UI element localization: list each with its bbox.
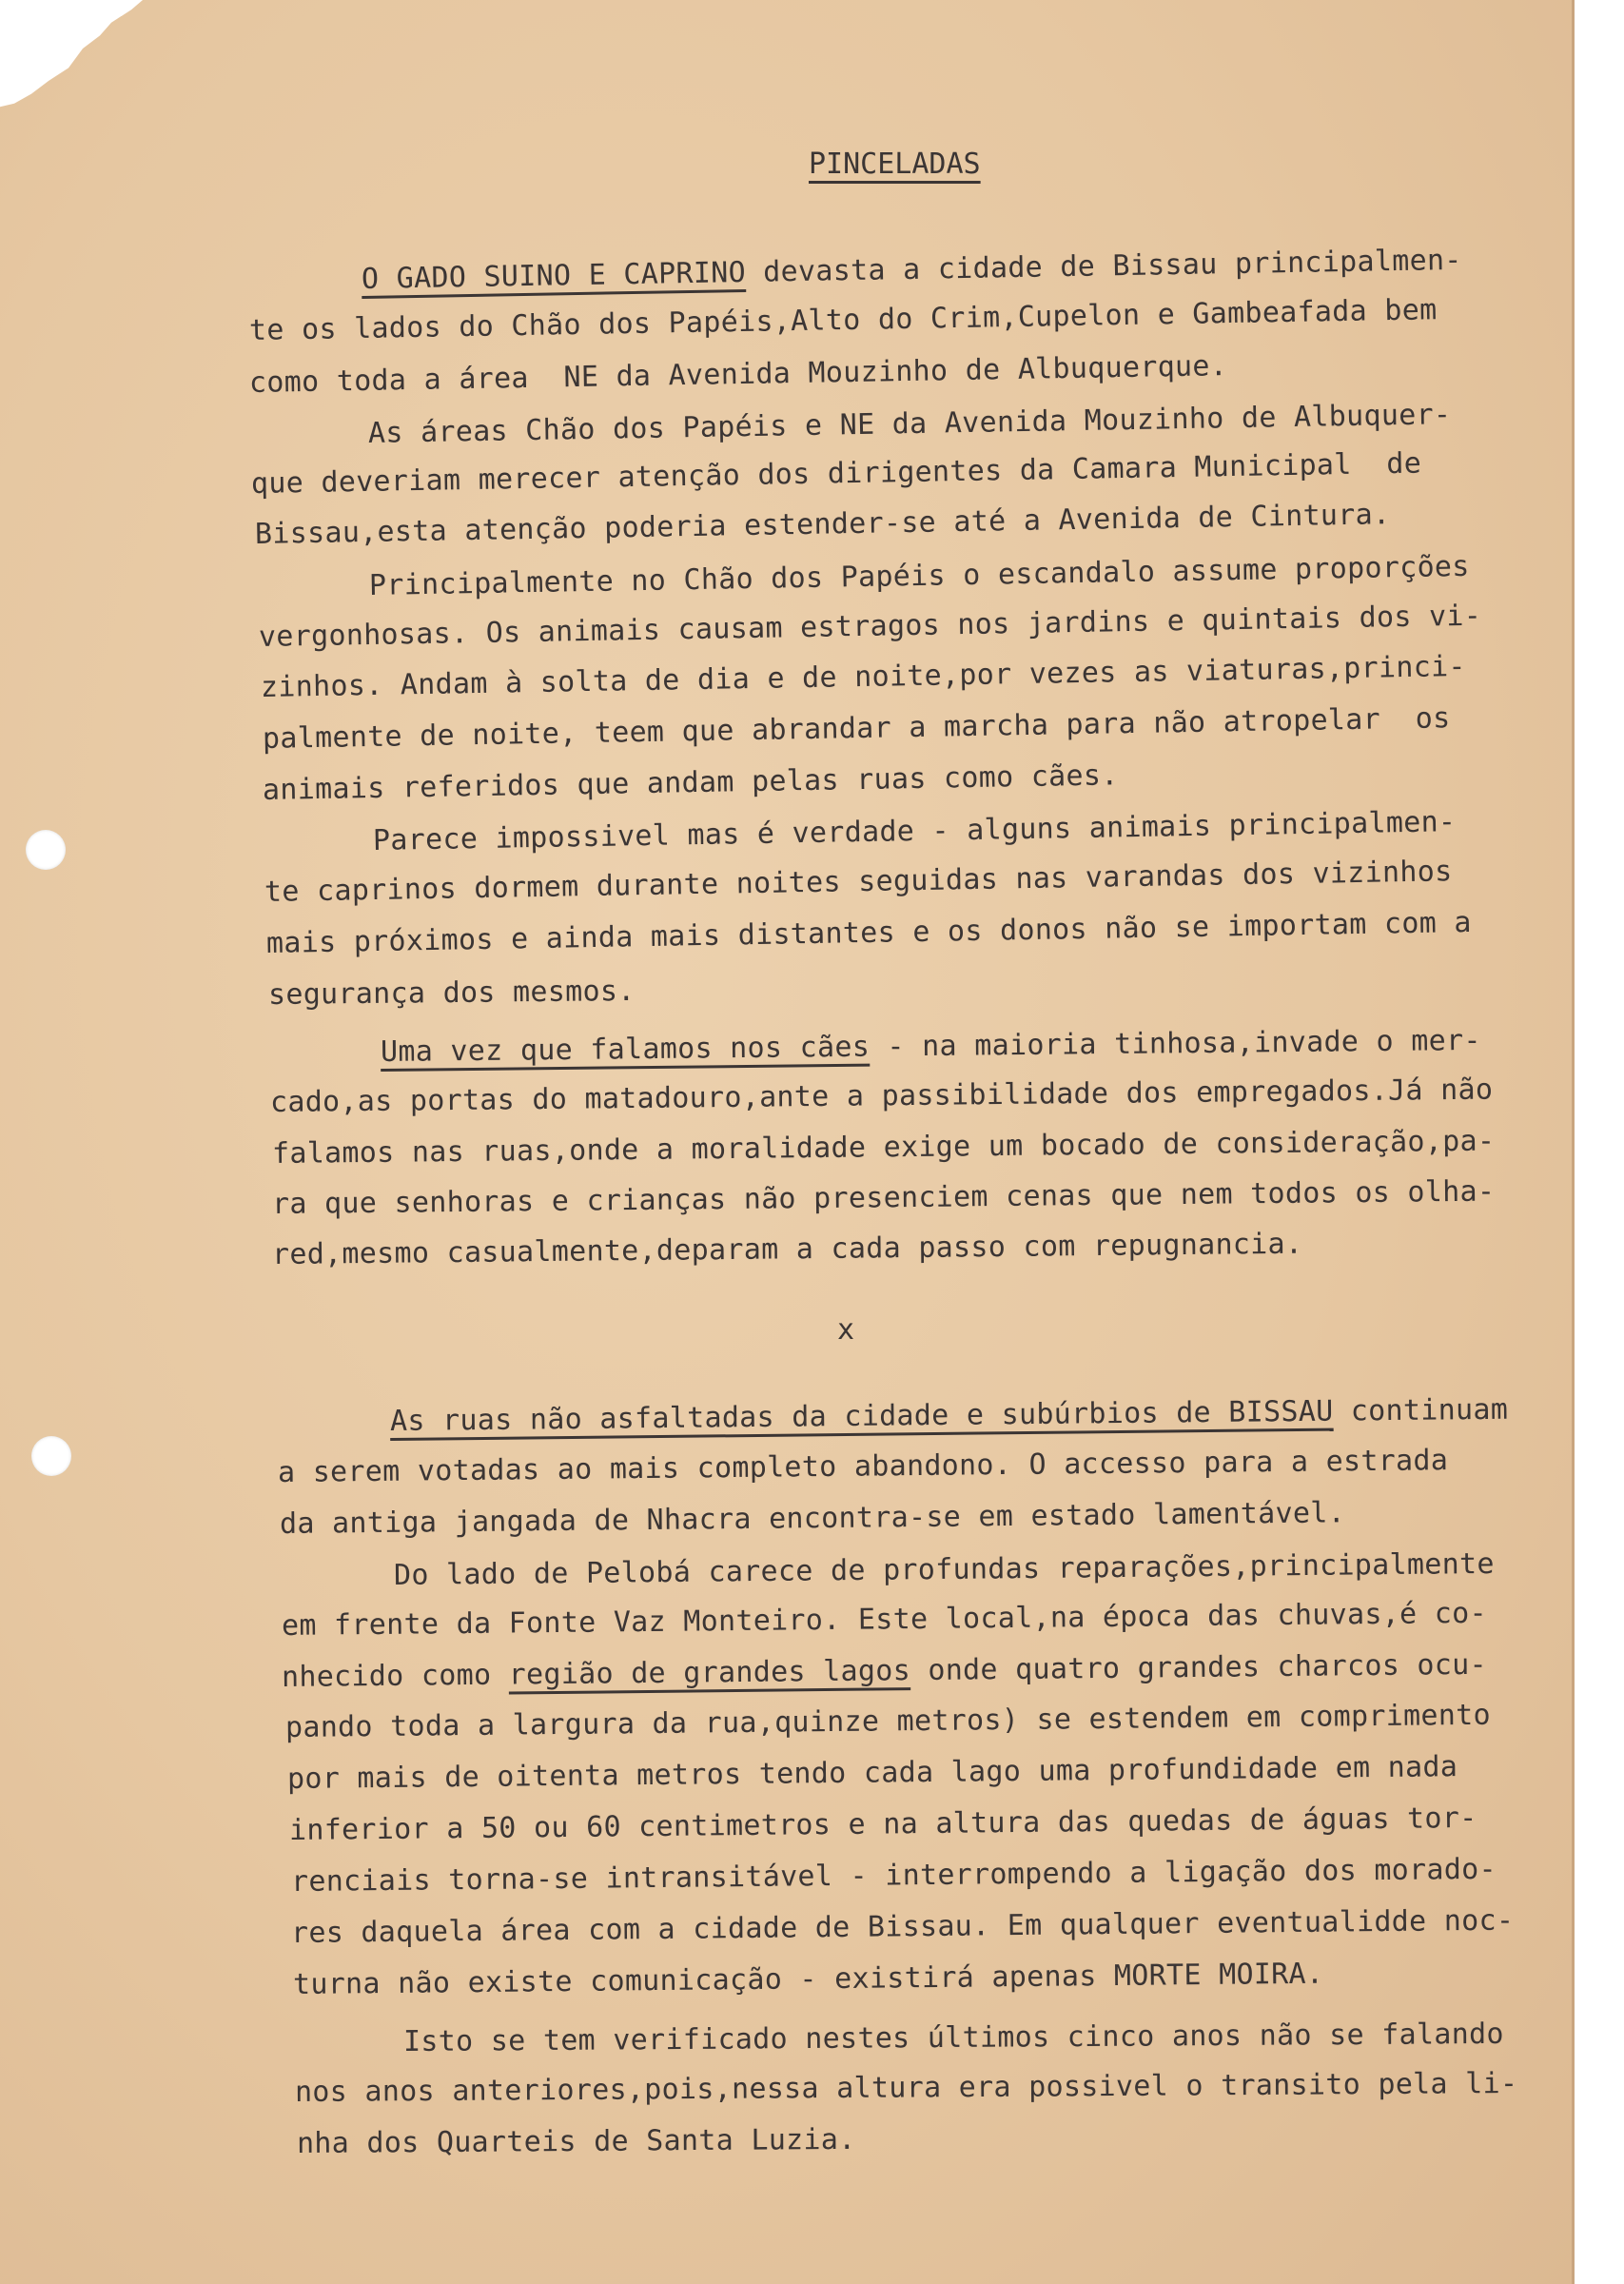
text-line (270, 1073, 1494, 1119)
text-line (285, 1699, 1491, 1744)
text-line (368, 398, 1452, 450)
text-line (291, 1904, 1515, 1950)
text-line (282, 1648, 1487, 1694)
line-text: nos anos anteriores,pois,nessa altura era possivel o transito pela li- (294, 2067, 1518, 2109)
line-text: a serem votadas ao mais completo abandono. O accesso para a estrada (277, 1444, 1449, 1489)
line-text: Isto se tem verificado nestes últimos cinco anos não se falando (402, 2017, 1504, 2058)
line-text: nhecido como (281, 1658, 509, 1694)
text-line (263, 701, 1451, 756)
text-line (390, 1393, 1508, 1438)
line-text: como toda a área NE da Avenida Mouzinho de Albuquerque. (248, 349, 1228, 400)
text-line (394, 1547, 1495, 1592)
line-text: te caprinos dormem durante noites seguidas nas varandas dos vizinhos (264, 855, 1453, 909)
line-text: Principalmente no Chão dos Papéis o escandalo assume proporções (368, 549, 1470, 602)
line-text: devasta a cidade de Bissau principalmen- (745, 243, 1462, 289)
text-line (295, 2067, 1518, 2109)
line-text: te os lados do Chão dos Papéis,Alto do Crim,Cupelon e Gambeafada bem (248, 293, 1438, 347)
document-title: PINCELADAS (809, 148, 981, 181)
torn-corner (0, 0, 143, 162)
line-text: que deveriam merecer atenção dos dirigentes da Camara Municipal de (250, 446, 1422, 501)
line-text: por mais de oitenta metros tendo cada lago uma profundidade em nada (286, 1750, 1458, 1796)
text-line (381, 1024, 1481, 1069)
line-text: ra que senhoras e crianças não presenciem cenas que nem todos os olha- (271, 1174, 1496, 1221)
text-line (403, 2018, 1504, 2058)
line-text: renciais torna-se intransitável - interrompendo a ligação dos morado- (290, 1852, 1497, 1899)
line-text: falamos nas ruas,onde a moralidade exige um bocado de consideração,pa- (271, 1124, 1496, 1171)
text-line (272, 1125, 1496, 1171)
line-text: res daquela área com a cidade de Bissau. Em qualquer eventualidde noc- (290, 1903, 1515, 1950)
line-text: zinhos. Andam à solta de dia e de noite,por vezes as viaturas,princi- (260, 649, 1467, 704)
text-line (278, 1444, 1449, 1489)
line-text: red,mesmo casualmente,deparam a cada passo com repugnancia. (271, 1227, 1303, 1271)
text-line (293, 1958, 1324, 2001)
text-line (251, 447, 1422, 501)
text-line (264, 855, 1453, 909)
line-text: mais próximos e ainda mais distantes e os donos não se importam com a (265, 905, 1473, 960)
text-line (272, 1175, 1496, 1221)
text-line (369, 550, 1470, 602)
text-line (287, 1750, 1458, 1796)
line-text: pando toda a largura da rua,quinze metros) se estendem em comprimento (284, 1698, 1492, 1744)
text-line (272, 1228, 1303, 1271)
section-separator: x (837, 1313, 855, 1347)
line-text: Parece impossivel mas é verdade - alguns animais principalmen- (372, 805, 1457, 857)
line-text: Do lado de Pelobá carece de profundas reparações,principalmente (393, 1546, 1495, 1592)
text-line (362, 244, 1462, 296)
line-text: animais referidos que andam pelas ruas como cães. (262, 758, 1119, 807)
underlined-heading: Uma vez que falamos nos cães (380, 1030, 871, 1069)
text-line (249, 349, 1228, 400)
line-text: da antiga jangada de Nhacra encontra-se em estado lamentável. (279, 1496, 1346, 1541)
text-line (268, 975, 636, 1012)
text-line (255, 498, 1391, 551)
text-line (280, 1496, 1345, 1541)
line-text: em frente da Fonte Vaz Monteiro. Este local,na época das chuvas,é co- (281, 1596, 1488, 1643)
line-text: - na maioria tinhosa,invade o mer- (869, 1023, 1481, 1064)
underlined-heading: As ruas não asfaltadas da cidade e subúrbios de BISSAU (389, 1394, 1334, 1438)
line-text: continuam (1333, 1392, 1509, 1428)
line-text: nha dos Quarteis de Santa Luzia. (296, 2122, 856, 2160)
text-line (266, 906, 1472, 960)
text-line (282, 1597, 1487, 1643)
text-line (263, 758, 1119, 807)
text-line (373, 805, 1457, 857)
underlined-heading: O GADO SUINO E CAPRINO (361, 255, 747, 296)
text-line (297, 2123, 856, 2160)
line-text: cado,as portas do matadouro,ante a passibilidade dos empregados.Já não (269, 1073, 1494, 1119)
line-text: vergonhosas. Os animais causam estragos nos jardins e quintais dos vi- (258, 599, 1482, 654)
line-text: segurança dos mesmos. (267, 974, 636, 1012)
text-line (259, 600, 1482, 654)
punch-hole-top (26, 830, 66, 870)
text-line (249, 293, 1438, 347)
underlined-heading: região de grandes lagos (508, 1654, 911, 1692)
line-text: onde quatro grandes charcos ocu- (910, 1647, 1488, 1688)
line-text: turna não existe comunicação - existirá apenas MORTE MOIRA. (292, 1957, 1324, 2001)
text-line (289, 1802, 1477, 1847)
text-line (291, 1853, 1497, 1899)
line-text: Bissau,esta atenção poderia estender-se até a Avenida de Cintura. (254, 498, 1391, 551)
line-text: palmente de noite, teem que abrandar a marcha para não atropelar os (262, 701, 1451, 756)
line-text: As áreas Chão dos Papéis e NE da Avenida Mouzinho de Albuquer- (367, 398, 1452, 450)
line-text: inferior a 50 ou 60 centimetros e na altura das quedas de águas tor- (288, 1801, 1477, 1847)
punch-hole-bottom (31, 1436, 71, 1476)
text-line (261, 650, 1466, 704)
